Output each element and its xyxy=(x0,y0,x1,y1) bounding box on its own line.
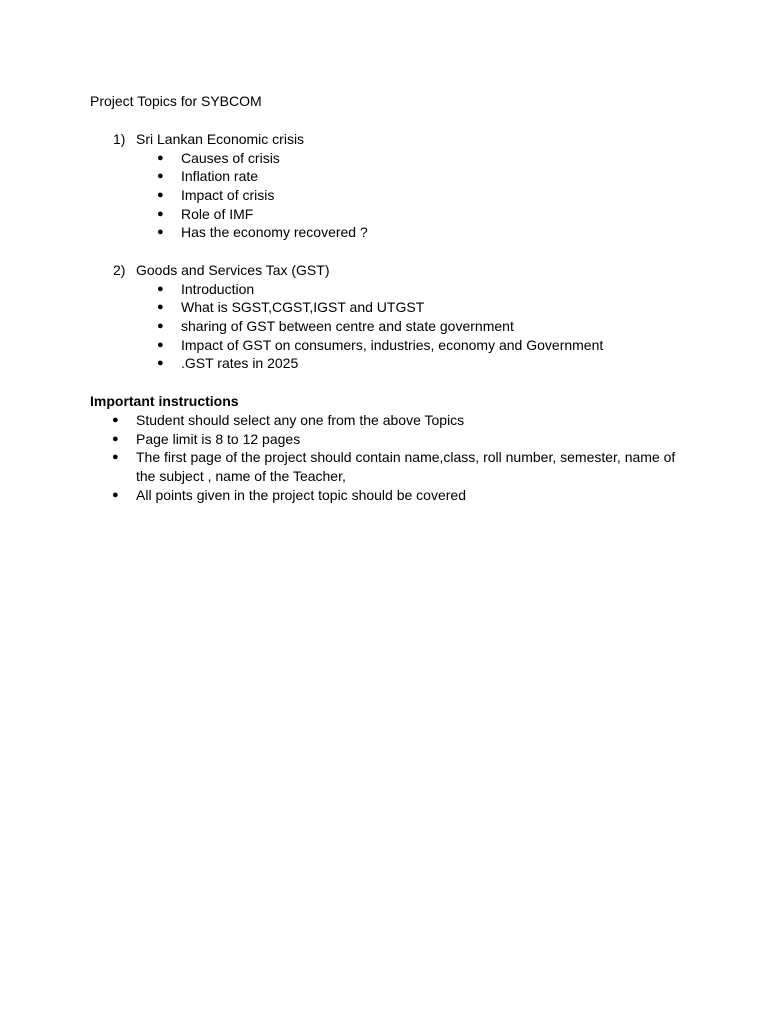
instruction-text: Student should select any one from the above Topics xyxy=(136,412,465,428)
topic-number: 2) xyxy=(113,262,126,278)
instruction-item xyxy=(0,411,768,430)
topic-point-text: Role of IMF xyxy=(181,205,254,222)
topic-point-text: Inflation rate xyxy=(181,168,259,185)
bullet-icon: ● xyxy=(157,282,164,295)
instruction-item xyxy=(0,448,768,485)
bullet-icon: ● xyxy=(157,207,164,220)
bullet-icon: ● xyxy=(112,414,119,426)
topic-title: Goods and Services Tax (GST) xyxy=(136,262,330,278)
topic-point-text: Impact of crisis xyxy=(181,187,275,204)
instruction-text: Page limit is 8 to 12 pages xyxy=(136,430,301,447)
topic-heading xyxy=(0,130,768,149)
bullet-icon: ● xyxy=(112,432,119,445)
instructions-list xyxy=(0,411,768,505)
topic-point xyxy=(0,336,768,355)
topic-point xyxy=(0,280,768,299)
bullet-icon: ● xyxy=(157,226,164,239)
topic-point-text: What is SGST,CGST,IGST and UTGST xyxy=(181,299,425,316)
topic-point xyxy=(0,205,768,224)
bullet-icon: ● xyxy=(157,320,164,333)
bullet-icon: ● xyxy=(157,189,164,202)
topic-point xyxy=(0,167,768,186)
instruction-item xyxy=(0,486,768,505)
instructions-heading: Important instructions xyxy=(90,393,239,409)
topic-point xyxy=(0,298,768,317)
topic-point xyxy=(0,223,768,242)
bullet-icon: ● xyxy=(112,488,119,501)
instruction-text: The first page of the project should contain name,class, roll number, semester, name of the subject , name of the Teacher, xyxy=(136,449,676,485)
topic-points-list xyxy=(0,149,768,242)
topic-point xyxy=(0,186,768,205)
topic-point-text: sharing of GST between centre and state government xyxy=(181,318,514,335)
bullet-icon: ● xyxy=(157,170,164,183)
bullet-icon: ● xyxy=(157,338,164,351)
topic-points-list xyxy=(0,280,768,373)
instruction-text: All points given in the project topic should be covered xyxy=(136,486,466,503)
topic-point-text: .GST rates in 2025 xyxy=(181,355,299,372)
instruction-item xyxy=(0,430,768,449)
topic-point-text: Causes of crisis xyxy=(181,149,280,166)
topic-point-text: Has the economy recovered ? xyxy=(181,224,368,241)
bullet-icon: ● xyxy=(112,451,119,464)
topic-section-2 xyxy=(0,261,768,373)
topic-point xyxy=(0,149,768,168)
topic-point-text: Impact of GST on consumers, industries, economy and Government xyxy=(181,336,604,353)
topic-point-text: Introduction xyxy=(181,280,255,297)
topic-number: 1) xyxy=(113,131,126,147)
bullet-icon: ● xyxy=(157,357,164,370)
topic-heading xyxy=(0,261,768,280)
topic-section-1 xyxy=(0,130,768,242)
topic-point xyxy=(0,317,768,336)
topic-point xyxy=(0,354,768,373)
bullet-icon: ● xyxy=(157,151,164,164)
document-title: Project Topics for SYBCOM xyxy=(90,93,262,109)
instructions-section xyxy=(0,392,768,505)
bullet-icon: ● xyxy=(157,301,164,314)
topic-title: Sri Lankan Economic crisis xyxy=(136,131,305,147)
